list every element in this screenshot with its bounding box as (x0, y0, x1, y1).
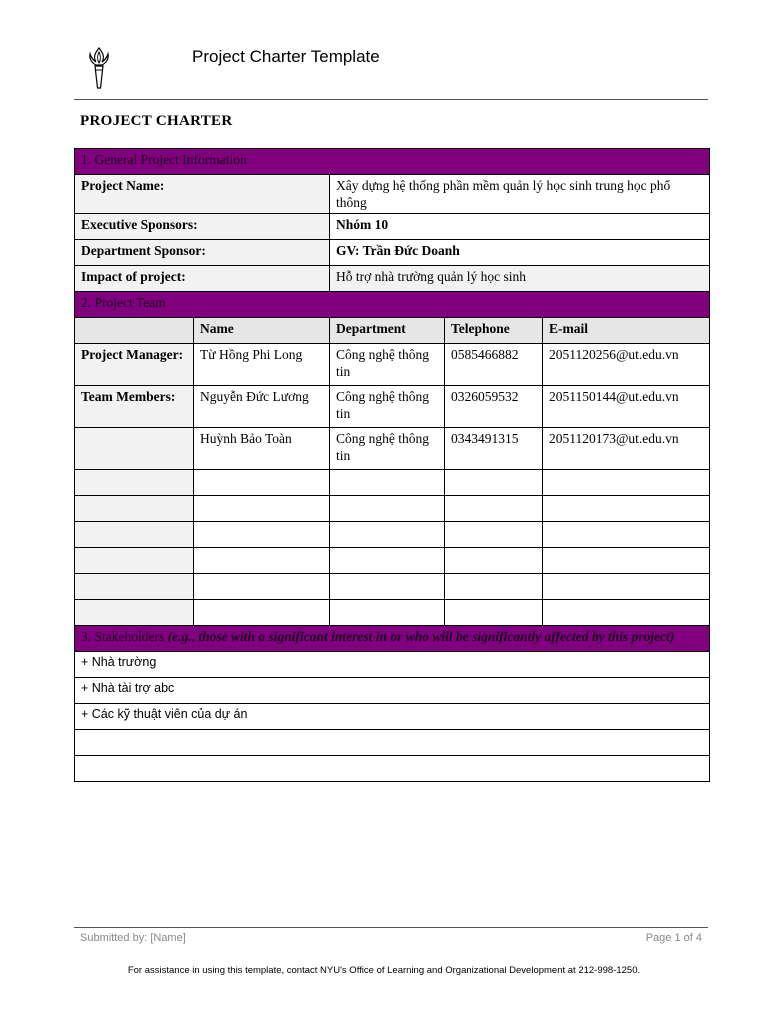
empty-team-row (75, 574, 710, 600)
page-title: PROJECT CHARTER (80, 113, 233, 129)
email-column-header: E-mail (543, 318, 710, 344)
name-column-header: Name (194, 318, 330, 344)
department-sponsor-value[interactable]: GV: Trần Đức Doanh (330, 240, 710, 266)
list-item (75, 756, 710, 782)
stakeholder-item[interactable]: + Nhà tài trợ abc (75, 678, 710, 704)
section-title: 2. Project Team (75, 292, 710, 318)
empty-team-row (75, 470, 710, 496)
row-department-sponsor (75, 240, 710, 266)
name-cell[interactable]: Từ Hồng Phi Long (194, 344, 330, 386)
row-project-name (75, 175, 710, 214)
table-row (75, 428, 710, 470)
name-cell[interactable]: Huỳnh Bảo Toàn (194, 428, 330, 470)
submitted-by: Submitted by: [Name] (80, 932, 186, 944)
stakeholder-item[interactable]: + Các kỹ thuật viên của dự án (75, 704, 710, 730)
table-row (75, 386, 710, 428)
email-cell[interactable]: 2051150144@ut.edu.vn (543, 386, 710, 428)
role-cell (75, 428, 194, 470)
project-name-label: Project Name: (75, 175, 330, 214)
name-cell[interactable]: Nguyễn Đức Lương (194, 386, 330, 428)
document-title: Project Charter Template (192, 47, 380, 66)
impact-value[interactable]: Hỗ trợ nhà trường quản lý học sinh (330, 266, 710, 292)
header-divider (74, 99, 708, 100)
telephone-cell[interactable]: 0585466882 (445, 344, 543, 386)
department-column-header: Department (330, 318, 445, 344)
project-name-value[interactable]: Xây dựng hệ thống phần mềm quản lý học sinh trung học phổ thông (330, 175, 710, 214)
page-number: Page 1 of 4 (645, 932, 702, 944)
empty-team-row (75, 548, 710, 574)
assistance-note: For assistance in using this template, contact NYU's Office of Learning and Organizational Development at 212-998-1250. (127, 965, 641, 976)
telephone-column-header: Telephone (445, 318, 543, 344)
role-column-header (75, 318, 194, 344)
footer-divider (74, 927, 708, 928)
section-title (75, 626, 710, 652)
role-cell: Project Manager: (75, 344, 194, 386)
section-title: 1. General Project Information (75, 149, 710, 175)
department-cell[interactable]: Công nghệ thông tin (330, 344, 445, 386)
torch-icon (84, 44, 114, 92)
project-charter-table (74, 148, 710, 782)
list-item (75, 652, 710, 678)
stakeholder-item[interactable]: + Nhà trường (75, 652, 710, 678)
section-stakeholders-header (75, 626, 710, 652)
department-cell[interactable]: Công nghệ thông tin (330, 386, 445, 428)
team-column-headers (75, 318, 710, 344)
department-sponsor-label: Department Sponsor: (75, 240, 330, 266)
stakeholder-item[interactable] (75, 756, 710, 782)
email-cell[interactable]: 2051120173@ut.edu.vn (543, 428, 710, 470)
list-item (75, 730, 710, 756)
telephone-cell[interactable]: 0343491315 (445, 428, 543, 470)
empty-team-row (75, 600, 710, 626)
list-item (75, 704, 710, 730)
section-team-header (75, 292, 710, 318)
empty-team-row (75, 496, 710, 522)
row-impact (75, 266, 710, 292)
email-cell[interactable]: 2051120256@ut.edu.vn (543, 344, 710, 386)
row-executive-sponsors (75, 214, 710, 240)
section-note: (e.g., those with a significant interest in or who will be significantly affected by this project) (167, 629, 675, 644)
telephone-cell[interactable]: 0326059532 (445, 386, 543, 428)
role-cell: Team Members: (75, 386, 194, 428)
empty-team-row (75, 522, 710, 548)
section-general-header (75, 149, 710, 175)
executive-sponsors-value[interactable]: Nhóm 10 (330, 214, 710, 240)
department-cell[interactable]: Công nghệ thông tin (330, 428, 445, 470)
executive-sponsors-label: Executive Sponsors: (75, 214, 330, 240)
impact-label: Impact of project: (75, 266, 330, 292)
list-item (75, 678, 710, 704)
stakeholder-item[interactable] (75, 730, 710, 756)
table-row (75, 344, 710, 386)
section-title-text: 3. Stakeholders (81, 629, 165, 644)
